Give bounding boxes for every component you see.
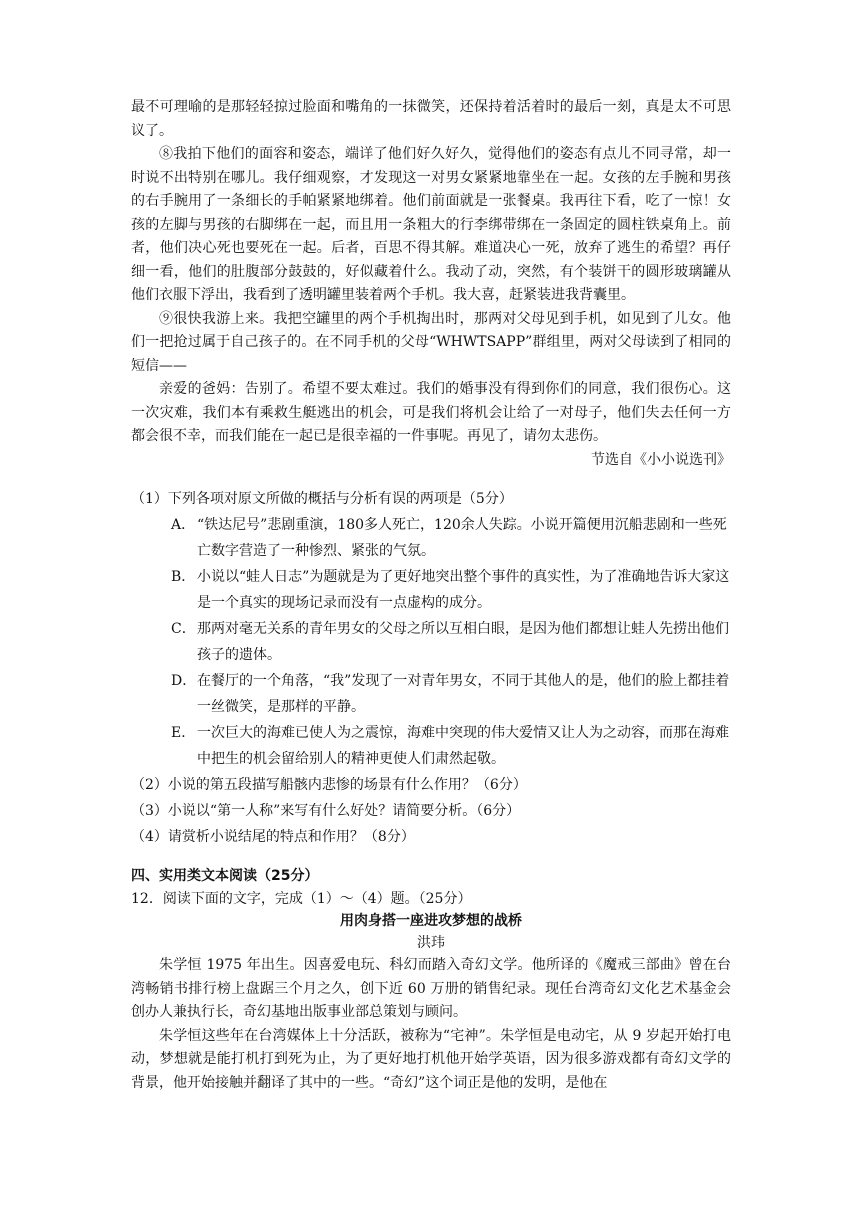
option-a xyxy=(131,512,731,564)
article-author: 洪玮 xyxy=(417,935,445,951)
option-c xyxy=(131,616,731,668)
option-text: “铁达尼号”悲剧重演，180多人死亡，120余人失踪。小说开篇便用沉船悲剧和一些死亡数字营造了一种惨烈、紧张的气氛。 xyxy=(197,517,727,559)
story-message: 亲爱的爸妈：告别了。希望不要太难过。我们的婚事没有得到你们的同意，我们很伤心。这一次灾难，我们本有乘救生艇逃出的机会，可是我们将机会让给了一对母子，他们失去任何一方都会很不幸，而我们能在一起已是很幸福的一件事呢。再见了，请勿太悲伤。 xyxy=(131,381,731,444)
option-text: 一次巨大的海难已使人为之震惊，海难中突现的伟大爱情又让人为之动容，而那在海难中把生的机会留给别人的精神更使人们肃然起敬。 xyxy=(197,725,729,767)
story-paragraph-9: ⑨很快我游上来。我把空罐里的两个手机掏出时，那两对父母见到手机，如见到了儿女。他们一把抢过属于自己孩子的。在不同手机的父母“WHWTSAPP”群组里，两对父母读到了相同的短信—— xyxy=(131,310,731,374)
option-letter: A． xyxy=(171,517,196,533)
option-letter: E． xyxy=(171,725,196,741)
article-title: 用肉身搭一座进攻梦想的战桥 xyxy=(340,913,522,929)
task-instruction: 12．阅读下面的文字，完成（1）～（4）题。（25分） xyxy=(131,891,472,907)
question-1: （1）下列各项对原文所做的概括与分析有误的两项是（5分） xyxy=(131,491,513,507)
question-2: （2）小说的第五段描写船骸内悲惨的场景有什么作用？（6分） xyxy=(131,777,527,793)
story-paragraph-8: ⑧我拍下他们的面容和姿态，端详了他们好久好久，觉得他们的姿态有点儿不同寻常，却一时说不出特别在哪儿。我仔细观察，才发现这一对男女紧紧地靠坐在一起。女孩的左手腕和男孩的右手腕用了一条细长的手帕紧紧地绑着。他们前面就是一张餐桌。我再往下看，吃了一惊！女孩的左脚与男孩的右脚绑在一起，而且用一条粗大的行李绑带绑在一条固定的圆柱铁桌角上。前者，他们决心死也要死在一起。后者，百思不得其解。难道决心一死，放弃了逃生的希望？再仔细一看，他们的肚腹部分鼓鼓的，好似藏着什么。我动了动，突然，有个装饼干的圆形玻璃罐从他们衣服下浮出，我看到了透明罐里装着两个手机。我大喜，赶紧装进我背囊里。 xyxy=(131,146,731,303)
option-letter: C． xyxy=(171,621,196,637)
question-3: （3）小说以“第一人称”来写有什么好处？请简要分析。（6分） xyxy=(131,803,521,819)
option-text: 那两对毫无关系的青年男女的父母之所以互相白眼，是因为他们都想让蛙人先捞出他们孩子的遗体。 xyxy=(197,621,729,663)
story-source: 节选自《小小说选刊》 xyxy=(591,451,731,468)
option-b xyxy=(131,564,731,616)
option-e xyxy=(131,720,731,772)
option-text: 小说以“蛙人日志”为题就是为了更好地突出整个事件的真实性，为了准确地告诉大家这是一个真实的现场记录而没有一点虚构的成分。 xyxy=(197,569,730,611)
article-paragraph-1: 朱学恒 1975 年出生。因喜爱电玩、科幻而踏入奇幻文学。他所译的《魔戒三部曲》曾在台湾畅销书排行榜上盘踞三个月之久，创下近 60 万册的销售纪录。现任台湾奇幻文化艺术基金会创办人兼执行长，奇幻基地出版事业部总策划与顾问。 xyxy=(131,957,731,1020)
section-heading: 四、实用类文本阅读（25分） xyxy=(131,868,319,884)
option-d xyxy=(131,668,731,720)
story-paragraph-continuation: 最不可理喻的是那轻轻掠过脸面和嘴角的一抹微笑，还保持着活着时的最后一刻，真是太不可思议了。 xyxy=(131,99,731,139)
option-letter: B． xyxy=(171,569,196,585)
document-page xyxy=(131,96,731,1095)
article-paragraph-2: 朱学恒这些年在台湾媒体上十分活跃，被称为“宅神”。朱学恒是电动宅，从 9 岁起开始打电动，梦想就是能打机打到死为止，为了更好地打机他开始学英语，因为很多游戏都有奇幻文学的背景，他开始接触并翻译了其中的一些。“奇幻”这个词正是他的发明，是他在 xyxy=(131,1027,731,1091)
question-4: （4）请赏析小说结尾的特点和作用？（8分） xyxy=(131,829,415,845)
option-text: 在餐厅的一个角落，“我”发现了一对青年男女，不同于其他人的是，他们的脸上都挂着一丝微笑，是那样的平静。 xyxy=(197,673,730,715)
option-letter: D． xyxy=(171,673,197,689)
